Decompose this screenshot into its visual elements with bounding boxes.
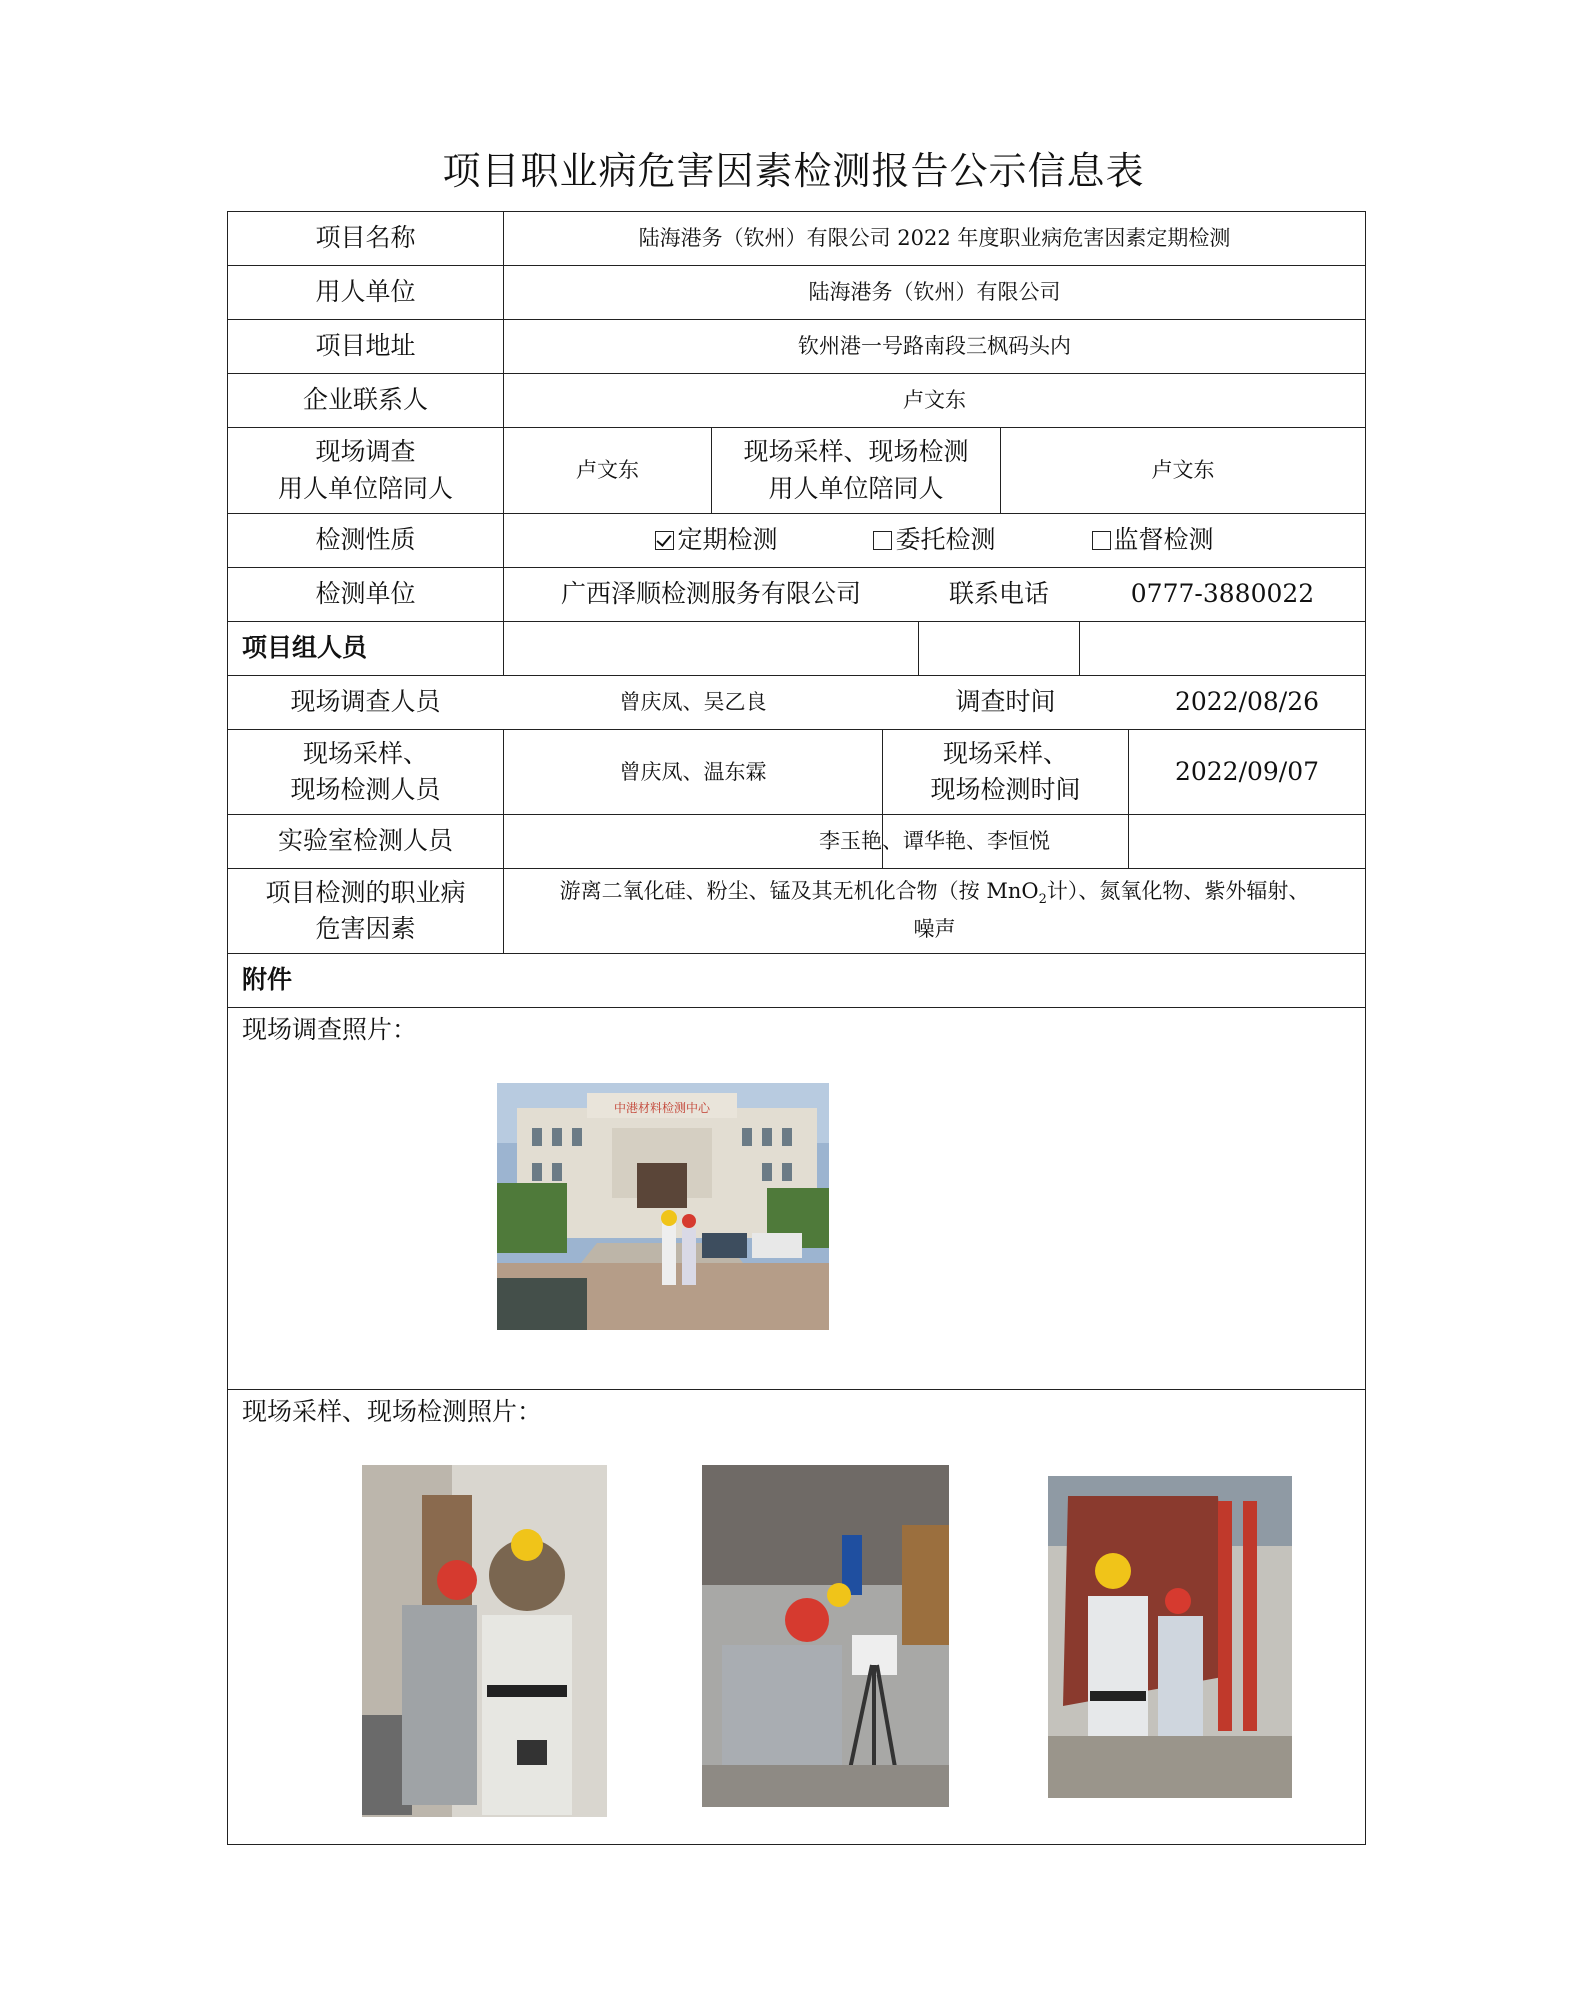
lab-staff-label: 实验室检测人员 <box>277 826 453 856</box>
agency-label: 检测单位 <box>315 579 416 609</box>
survey-escort-value: 卢文东 <box>576 458 639 483</box>
option-commissioned[interactable] <box>873 522 995 558</box>
sampling-photo-2 <box>702 1465 949 1807</box>
sampling-photo-3 <box>1048 1476 1292 1798</box>
sampling-escort-label-line1: 现场采样、现场检测 <box>743 437 969 467</box>
hazard-factors-part-b: 计）、氮氧化物、紫外辐射、 <box>1046 878 1310 903</box>
hazard-factors-line2: 噪声 <box>913 917 956 942</box>
hazard-factors-value <box>504 869 1365 953</box>
sampling-time-label-line2: 现场检测时间 <box>930 775 1081 804</box>
info-table <box>227 211 1366 1845</box>
survey-photo-image <box>497 1083 829 1330</box>
sampling-photo-3-image <box>1048 1476 1292 1798</box>
hazard-factors-part-a: 游离二氧化硅、粉尘、锰及其无机化合物（按 MnO <box>559 878 1039 903</box>
sampling-photos-caption: 现场采样、现场检测照片： <box>242 1397 543 1426</box>
sampling-staff-label-line1: 现场采样、 <box>302 738 428 768</box>
nature-options <box>504 514 1365 567</box>
checked-checkbox-icon[interactable] <box>655 531 674 550</box>
option-supervisory-label: 监督检测 <box>1113 525 1214 555</box>
building-sign: 中港材料检测中心 <box>613 1101 711 1115</box>
survey-time-label: 调查时间 <box>955 687 1056 717</box>
survey-time-value: 2022/08/26 <box>1174 687 1320 717</box>
sampling-staff-value: 曾庆凤、温东霖 <box>619 759 767 784</box>
attachments-section-heading: 附件 <box>242 965 293 995</box>
sampling-escort-label <box>712 428 1000 513</box>
hazard-factors-label <box>228 869 503 953</box>
sampling-staff-label <box>228 730 503 814</box>
survey-staff-label: 现场调查人员 <box>290 687 441 717</box>
survey-escort-label <box>228 428 503 513</box>
phone-label: 联系电话 <box>948 579 1049 609</box>
hazard-factors-label-line1: 项目检测的职业病 <box>265 877 466 907</box>
sampling-time-label-line1: 现场采样、 <box>942 738 1068 768</box>
address-value: 钦州港一号路南段三枫码头内 <box>798 334 1071 359</box>
project-name-label: 项目名称 <box>315 223 416 253</box>
agency-value: 广西泽顺检测服务有限公司 <box>560 579 861 609</box>
employer-value: 陆海港务（钦州）有限公司 <box>808 280 1061 305</box>
subscript-2: 2 <box>1038 892 1047 907</box>
nature-label: 检测性质 <box>315 525 416 555</box>
project-name-value: 陆海港务（钦州）有限公司 2022 年度职业病危害因素定期检测 <box>638 226 1231 251</box>
lab-staff-value: 李玉艳、谭华艳、李恒悦 <box>819 829 1050 854</box>
sampling-staff-label-line2: 现场检测人员 <box>290 775 441 804</box>
sampling-escort-value: 卢文东 <box>1151 458 1215 483</box>
checkbox-icon[interactable] <box>1092 531 1111 550</box>
survey-staff-value: 曾庆凤、吴乙良 <box>619 690 767 715</box>
team-section-heading: 项目组人员 <box>242 633 368 663</box>
contact-label: 企业联系人 <box>302 385 428 415</box>
sampling-photo-1 <box>362 1465 607 1817</box>
hazard-factors-line1 <box>560 873 1310 912</box>
phone-value: 0777-3880022 <box>1130 579 1315 609</box>
address-label: 项目地址 <box>315 331 416 361</box>
option-supervisory[interactable] <box>1092 522 1214 558</box>
survey-photos-caption: 现场调查照片： <box>242 1015 418 1044</box>
survey-escort-label-line1: 现场调查 <box>315 437 416 467</box>
sampling-escort-label-line2: 用人单位陪同人 <box>768 473 944 503</box>
option-periodic[interactable] <box>655 522 777 558</box>
sampling-time-value: 2022/09/07 <box>1174 756 1320 786</box>
sampling-photo-2-image <box>702 1465 949 1807</box>
option-periodic-label: 定期检测 <box>677 525 778 555</box>
sampling-time-label <box>883 730 1128 814</box>
employer-label: 用人单位 <box>315 277 416 307</box>
survey-escort-label-line2: 用人单位陪同人 <box>277 473 453 503</box>
page-title: 项目职业病危害因素检测报告公示信息表 <box>442 149 1145 193</box>
option-commissioned-label: 委托检测 <box>895 525 996 555</box>
hazard-factors-label-line2: 危害因素 <box>315 914 416 943</box>
contact-value: 卢文东 <box>903 388 966 413</box>
survey-photo <box>497 1083 829 1330</box>
sampling-photo-1-image <box>362 1465 607 1817</box>
checkbox-icon[interactable] <box>873 531 892 550</box>
